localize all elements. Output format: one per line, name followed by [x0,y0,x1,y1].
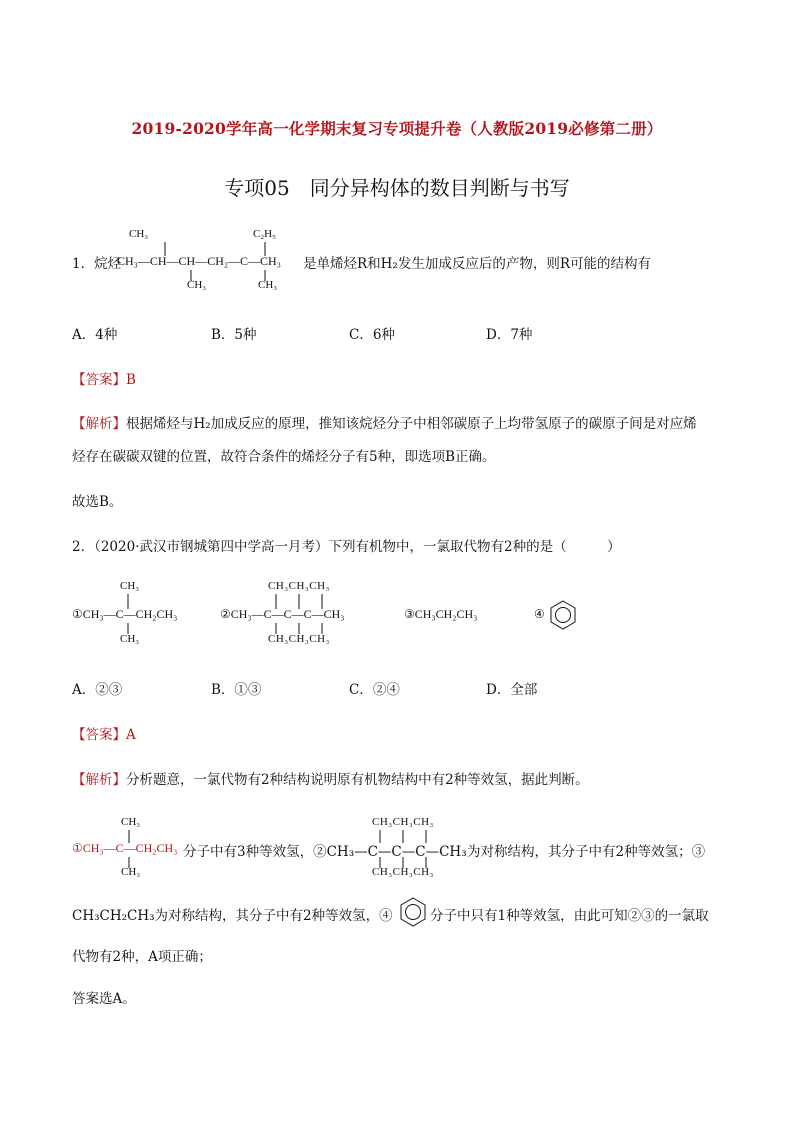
q2-item3: ③CH₃CH₂CH₃ [404,607,478,621]
q1-formula-main: CH₃—CH—CH—CH₂—C—CH₃ [117,254,281,268]
document-banner: 2019-2020学年高一化学期末复习专项提升卷（人教版2019必修第二册） [131,119,663,138]
q2-conclusion: 答案选A。 [72,991,136,1007]
q1-answer-label: 【答案】 [72,372,126,388]
q1-analysis-label: 【解析】 [72,416,126,432]
q1-analysis-line2: 烃存在碳碳双键的位置，故符合条件的烯烃分子有5种，即选项B正确。 [72,449,496,465]
q1-formula-top2: C₂H₅ [253,228,276,240]
q1-conclusion: 故选B。 [72,494,123,510]
q2-an-row2-a: CH₃CH₂CH₃为对称结构，其分子中有2种等效氢，④ [72,908,393,924]
q2-an-row2-b: 分子中只有1种等效氢，由此可知②③的一氯取 [430,908,709,924]
q1-option-a: A．4种 [72,327,118,343]
q2-option-b: B．①③ [211,682,262,698]
q2-answer-label: 【答案】 [72,727,126,743]
q1-analysis-line1: 根据烯烃与H₂加成反应的原理，推知该烷烃分子中相邻碳原子上均带氢原子的碳原子间是对应烯 [126,416,697,432]
q2-item1-bottom: CH₃ [120,633,140,645]
q2-option-d: D．全部 [486,682,538,698]
q2-an-row1-c: 为对称结构，其分子中有2种等效氢；③ [467,844,706,860]
q1-prefix: 1．烷烃 [72,256,122,272]
q1-answer: B [126,372,136,388]
q2-an-row3: 代物有2种，A项正确； [72,949,212,965]
q2-item4-label: ④ [534,607,545,621]
q1-option-d: D．7种 [486,327,533,343]
q2-stem: 2．（2020·武汉市钢城第四中学高一月考）下列有机物中，一氯取代物有2种的是（ ） [72,539,621,555]
q2-item2-main: ②CH₃—C—C—C—CH₃ [220,607,345,621]
q2-item2-top: CH₃CH₃CH₃ [268,580,330,592]
q1-formula-bottom2: CH₃ [258,279,278,291]
q2-item1-main: ①CH₃—C—CH₂CH₃ [72,607,178,621]
q2-analysis-line1: 分析题意，一氯代物有2种结构说明原有机物结构中有2种等效氢，据此判断。 [126,772,589,788]
q2-answer: A [126,727,136,743]
q2-item1-top: CH₃ [120,580,140,592]
q1-formula-bottom1: CH₃ [187,279,207,291]
document-page: 2019-2020学年高一化学期末复习专项提升卷（人教版2019必修第二册） 专项05 同分异构体的数目判断与书写 1．烷烃 CH₃ C₂H₅ CH₃—CH—CH—CH₂—C—CH₃ CH₃ CH₃ 是单烯烃R和H₂发生加成反应后的产物，则R可能的结构有 A．4种 B．5种 C．6种 D．7种 【答案】B 【解析】根据烯烃与H₂加成反应的原理，推知该烷烃分子中相邻碳原子上均带氢原子的碳原子间是对应烯 烃存在碳碳双键的位置，故符合条件的烯烃分子有5种，即选项B正确。 故选B。 2．（2020·武汉市钢城第四中学高一月考）下列有机物中，一氯取代物有2种的是（ ） CH₃ ①CH₃—C—CH₂CH₃ CH₃ CH₃CH₃CH₃ ②CH₃—C—C—C—CH₃ CH₃CH₃CH₃ ③CH₃CH₂CH₃ ④ A．②③ B．①③ C．②④ D．全部 【答案】A 【解析】分析题意，一氯代物有2种结构说明原有机物结构中有2种等效氢，据此判断。 CH₃ CH₃ ①CH₃—C—CH₂CH₃ 分子中有3种等效氢，②CH₃—C—C—C—CH₃ CH₃CH₃CH₃ CH₃CH₃CH₃ 为对称结构，其分子中有2种等效氢；③ CH₃CH₂CH₃为对称结构，其分子中有2种等效氢，④ 分子中只有1种等效氢，由此可知②③的一氯取 代物有2种，A项正确； 答案选A。 [0,0,794,1123]
q1-stem-suffix: 是单烯烃R和H₂发生加成反应后的产物，则R可能的结构有 [303,256,652,272]
page-title: 专项05 同分异构体的数目判断与书写 [224,176,570,200]
q2-option-a: A．②③ [72,682,123,698]
q2-an-row1-b: 分子中有3种等效氢，②CH₃—C—C—C—CH₃ [183,844,467,860]
q1-option-b: B．5种 [211,327,257,343]
q1-formula-top1: CH₃ [129,228,149,240]
q2-analysis-label: 【解析】 [72,772,126,788]
q2-option-c: C．②④ [349,682,400,698]
q2-an-row1-a: ①CH₃—C—CH₂CH₃ [72,841,178,855]
q1-option-c: C．6种 [349,327,395,343]
q2-item2-bottom: CH₃CH₃CH₃ [268,633,330,645]
